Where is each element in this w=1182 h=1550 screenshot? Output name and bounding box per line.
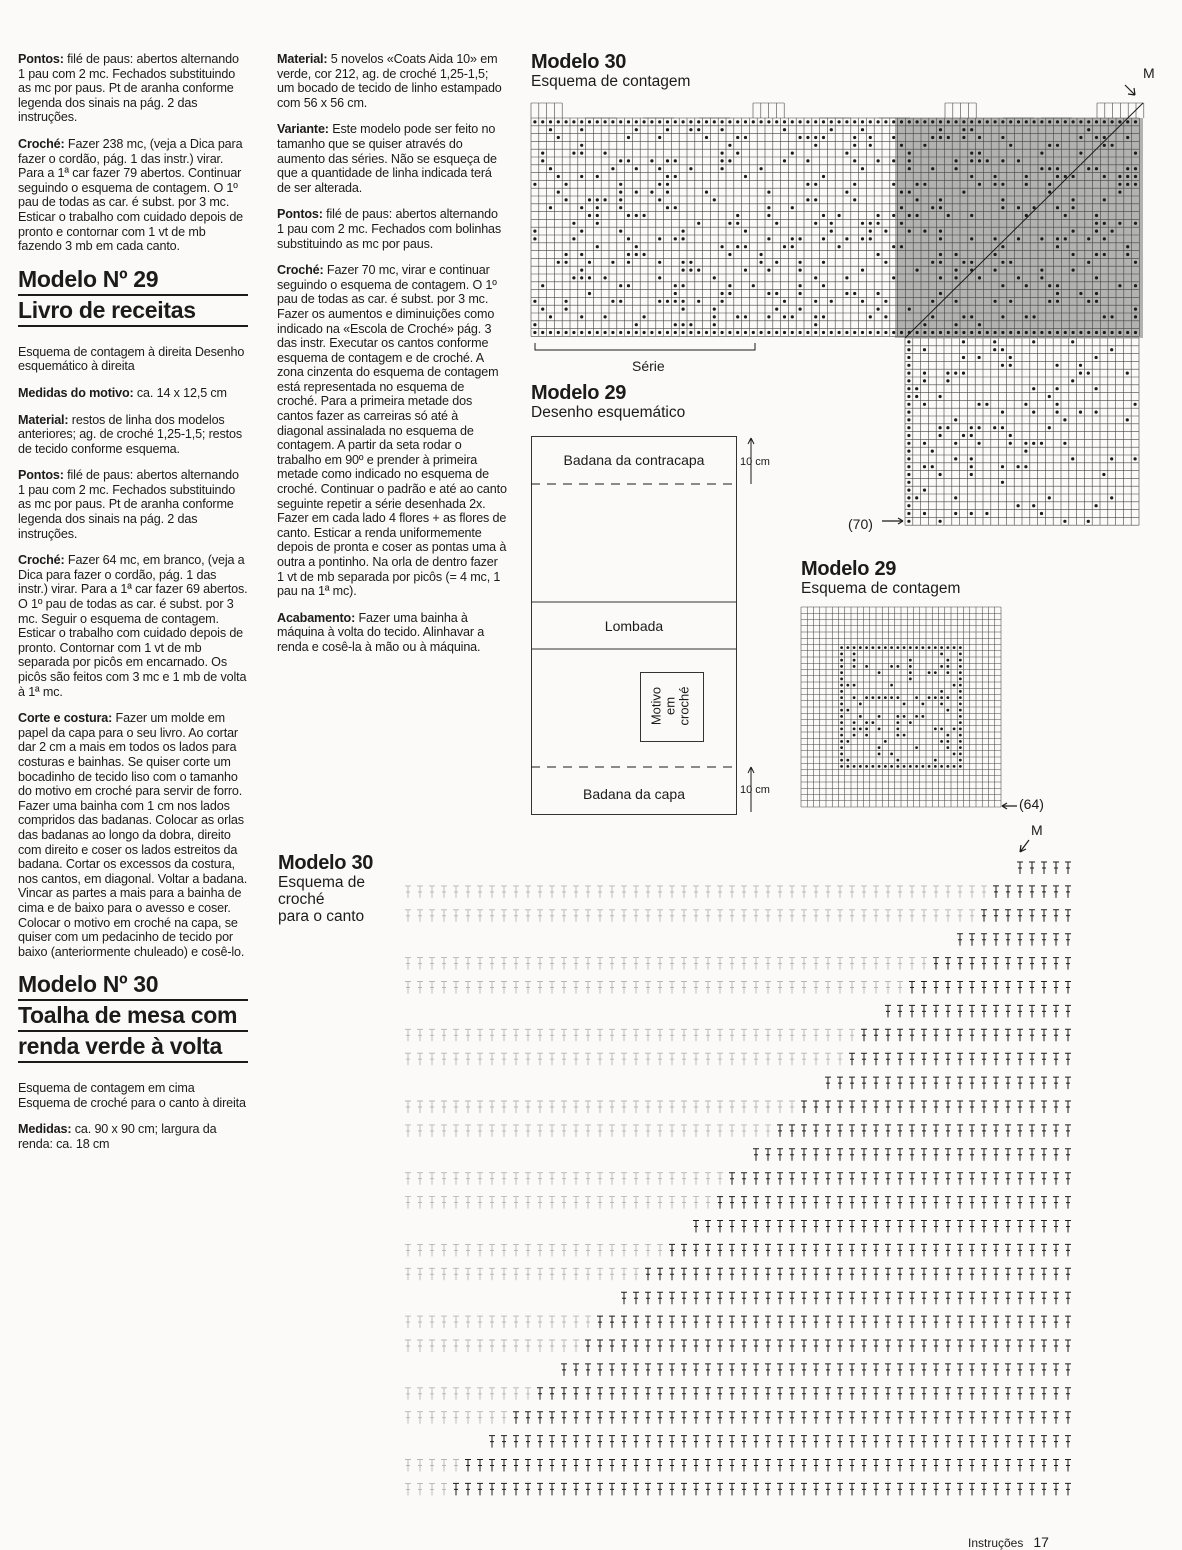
m29-schema-top-flap: Badana da contracapa (563, 452, 705, 468)
m29-schema-lines (531, 438, 754, 812)
m30-count-marker-m: M (1143, 65, 1155, 81)
m30-count-tower-10 (1097, 103, 1144, 118)
heading-modelo-30: Modelo Nº 30 Toalha de mesa com renda verde à volta (18, 971, 248, 1067)
m29-schema-dim-arrow-bottom (748, 767, 754, 812)
m29-count-row-label: (64) (1019, 796, 1044, 812)
m29-schema-dim-bottom: 10 cm (740, 784, 770, 796)
m29-material: Material: restos de linha dos modelos anteriores; ag. de croché 1,25-1,5; restos de tecido conforme esquema. (18, 412, 243, 456)
m30-croche-light-stitches (405, 886, 987, 1496)
m29-schema-motif-label: Motivo em croché (649, 686, 692, 726)
m30-count-grid-side (905, 338, 1139, 525)
heading-modelo-29: Modelo Nº 29 Livro de receitas (18, 266, 248, 331)
m29-schema-title: Modelo 29 Desenho esquemático (531, 382, 686, 421)
m30-material: Material: 5 novelos «Coats Aida 10» em verde, cor 212, ag. de croché 1,25-1,5; um bocado de tecido de linho estampado com 56 x 56 cm. (277, 52, 502, 110)
m30-count-arrow-row (882, 518, 903, 524)
m30-medidas: Medidas: ca. 90 x 90 cm; largura da renda: ca. 18 cm (18, 1122, 217, 1152)
m30-count-title: Modelo 30 Esquema de contagem (531, 51, 691, 90)
m30-count-grid (531, 85, 1144, 525)
m30-esquema: Esquema de contagem em cima Esquema de croché para o canto à direita (18, 1081, 246, 1110)
m29-medidas: Medidas do motivo: ca. 14 x 12,5 cm (18, 385, 227, 400)
intro-pontos: Pontos: filé de paus: abertos alternando 1 pau com 2 mc. Fechados substituindo as mc por paus. Pt de aranha conforme legenda dos sinais na pág. 2 das instruções. (18, 52, 239, 125)
m29-schema-dim-arrow-top (748, 438, 754, 484)
m30-count-arrow-m (1125, 85, 1135, 95)
m29-count-arrow (1002, 803, 1017, 809)
m29-pontos: Pontos: filé de paus: abertos alternando 1 pau com 2 mc. Fechados substituindo as mc por paus. Pt de aranha conforme legenda dos sinais na pág. 2 das instruções. (18, 468, 239, 541)
m30-count-tower-4 (753, 103, 784, 118)
m29-schema-spine: Lombada (604, 618, 664, 634)
intro-croche: Croché: Fazer 238 mc, (veja a Dica para fazer o cordão, pág. 1 das instr.) virar. Para a 1ª car fazer 79 abertos. Continuar seguindo o esquema de contagem. O 1º pau de todas as car. é subst. por 3 mc. Esticar o trabalho com cuidado depois de pronto e contornar com 1 vt de mb fazendo 3 mb em cada canto. (18, 136, 244, 254)
m30-count-row-label: (70) (848, 516, 873, 532)
m30-croche-dark-stitches (453, 862, 1071, 1495)
m29-croche: Croché: Fazer 64 mc, em branco, (veja a Dica para fazer o cordão, pág. 1 das instr.) virar. Para a 1ª car fazer 69 abertos. O 1º pau de todas as car. é subst. por 3 mc. Seguir o esquema de contagem. Esticar o trabalho com cuidado depois de pronto. Contornar com 1 vt de mb separada por picôs em encarnado. Os picôs são feitos com 3 mc e 1 mb de volta à 1ª mc. (18, 553, 248, 699)
m30-acabamento: Acabamento: Fazer uma bainha à máquina à volta do tecido. Alinhavar a renda e cosê-la à mão ou à máquina. (277, 610, 485, 654)
m29-schema-bottom-flap: Badana da capa (583, 786, 685, 802)
m29-count-title: Modelo 29 Esquema de contagem (801, 558, 961, 597)
m30-croche-marker-m: M (1031, 822, 1043, 838)
m30-croche-arrow-m (1020, 840, 1029, 852)
m29-schema-dim-top: 10 cm (740, 456, 770, 468)
m29-esquema: Esquema de contagem à direita Desenho esquemático à direita (18, 344, 245, 374)
m29-corte: Corte e costura: Fazer um molde em papel da capa para o seu livro. Ao cortar dar 2 cm a mais em todos os lados para costuras e bainhas. Se quiser corte um bocadinho de tecido liso com o tamanho do motivo em croché para servir de forro. Fazer uma bainha com 1 cm nos lados compridos das badanas. Colocar as orlas das badanas ao longo da dobra, direito com direito e coser os lados estreitos da badana. Cortar os excessos da costura, nos cantos, em diagonal. Voltar a badana. Vincar as partes a mais para a bainha de cima e de baixo para o avesso e coser. Colocar o motivo em croché na capa, se quiser com um pedacinho de tecido por baixo (anteriormente chuleado) e cosê-lo. (18, 711, 248, 959)
page-footer: Instruções 17 (968, 1534, 1049, 1550)
m30-croche: Croché: Fazer 70 mc, virar e continuar seguindo o esquema de contagem. O 1º pau de todas as car. é subst. por 3 mc. Fazer os aumentos e diminuições como indicado na «Escola de Croché» pág. 3 das instr. Executar os cantos conforme esquema de contagem e de croché. A zona cinzenta do esquema de contagem está representada no esquema de croché. Para a primeira metade dos cantos fazer as carreiras só até à diagonal assinalada no esquema de contagem. A partir da seta rodar o trabalho em 90º e prender à primeira metade como indicado no esquema de croché. Continuar o padrão e até ao canto seguinte repetir a série desenhada 2x. Fazer em cada lado 4 flores + as flores de canto. Esticar a renda uniformemente depois de pronta e coser as pontas uma à outra a pontinho. Na orla de dentro fazer 1 vt de mb separada por picôs (= 4 mc, 1 pau na 1ª mc). (277, 263, 507, 599)
m30-croche-title: Modelo 30 Esquema de croché para o canto (278, 852, 374, 925)
m30-count-tower-7 (945, 103, 976, 118)
m30-variante: Variante: Este modelo pode ser feito no tamanho que se quiser através do aumento das séries. Não se esqueça de que a quantidade de linha indicada terá de ser alterada. (277, 122, 497, 195)
m30-pontos: Pontos: filé de paus: abertos alternando 1 pau com 2 mc. Fechados com bolinhas substituindo as mc por paus. (277, 207, 502, 251)
m30-count-serie-bracket (535, 343, 755, 350)
m30-count-tower-0 (531, 103, 562, 118)
m30-croche-symbols (405, 840, 1071, 1495)
m29-count-grid (801, 607, 1017, 809)
m30-count-serie: Série (632, 358, 665, 374)
m29-count-grid-lines (801, 607, 1001, 807)
